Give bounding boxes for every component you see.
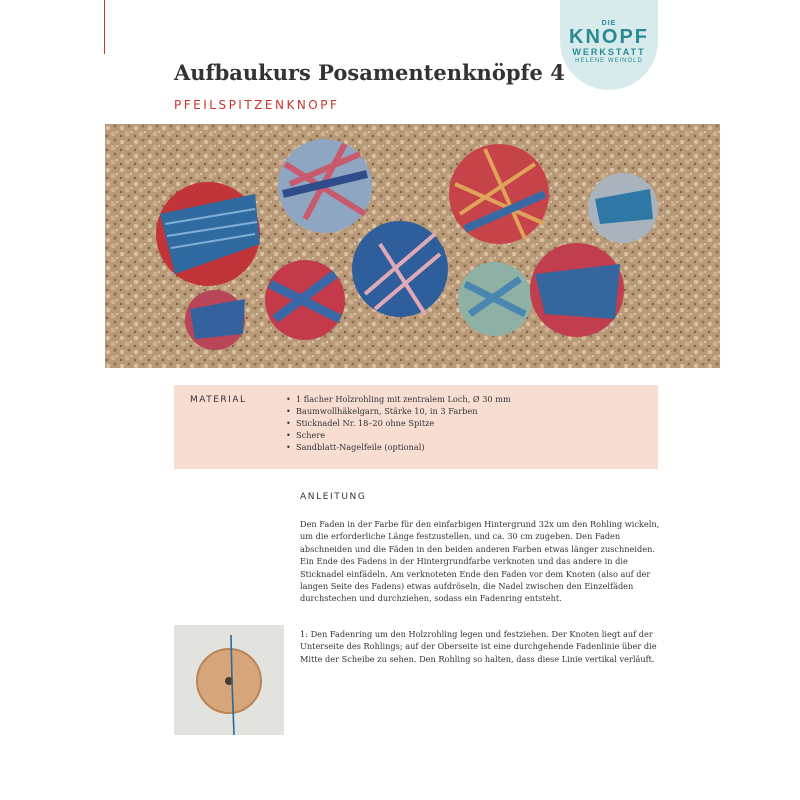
button-red-orange <box>449 144 549 244</box>
button-grey-blue-right <box>588 173 658 243</box>
page-margin-line <box>104 0 105 54</box>
material-item: • Sticknadel Nr. 18–20 ohne Spitze <box>286 417 511 429</box>
button-blue-center <box>352 221 448 317</box>
buttons-photo <box>105 124 720 368</box>
button-green-blue <box>458 262 532 336</box>
material-item: • Baumwollhäkelgarn, Stärke 10, in 3 Farben <box>286 405 511 417</box>
page-subtitle: PFEILSPITZENKNOPF <box>174 98 340 112</box>
material-item: • 1 flacher Holzrohling mit zentralem Loch, Ø 30 mm <box>286 393 511 405</box>
material-item: • Sandblatt-Nagelfeile (optional) <box>286 441 511 453</box>
anleitung-paragraph-1: Den Faden in der Farbe für den einfarbigen Hintergrund 32x um den Rohling wickeln, um die erforderliche Länge festzustellen, und ca. 30 cm zugeben. Den Faden abschneiden und die Fäden in den beiden anderen Farben etwas länger zuschneiden. Ein Ende des Fadens in der Hintergrundfarbe verknoten und das andere in die Sticknadel einfädeln. Am verknoteten Ende den Faden vor dem Knoten (also auf der langen Seite des Fadens) etwas aufdröseln, die Nadel zwischen den Einzelfäden durchstechen und durchziehen, sodass ein Fadenring entsteht. <box>300 519 660 604</box>
material-item: • Schere <box>286 429 511 441</box>
material-list <box>286 393 511 453</box>
knopfwerkstatt-logo <box>560 0 658 90</box>
button-red-blue-medium <box>265 260 345 340</box>
logo-line-werkstatt: WERKSTATT <box>572 47 646 57</box>
material-label: MATERIAL <box>190 395 247 405</box>
button-grey-pink <box>278 139 372 233</box>
logo-line-die: DIE <box>601 20 617 27</box>
anleitung-paragraph-2: 1: Den Fadenring um den Holzrohling legen und festziehen. Der Knoten liegt auf der Unterseite des Rohlings; auf der Oberseite ist eine durchgehende Fadenlinie über die Mitte der Scheibe zu sehen. Den Rohling so halten, dass diese Linie vertikal verläuft. <box>300 629 657 664</box>
logo-line-author: HELENE WEINOLD <box>575 58 643 64</box>
page-title: Aufbaukurs Posamentenknöpfe 4 <box>174 60 565 85</box>
wooden-blank-photo <box>174 625 284 735</box>
material-box <box>174 385 658 469</box>
button-blue-red-large <box>156 182 260 286</box>
button-blue-pink-small <box>185 290 245 350</box>
anleitung-heading: ANLEITUNG <box>300 492 367 502</box>
button-blue-red-right <box>530 243 624 337</box>
logo-line-knopf: KNOPF <box>569 26 649 48</box>
